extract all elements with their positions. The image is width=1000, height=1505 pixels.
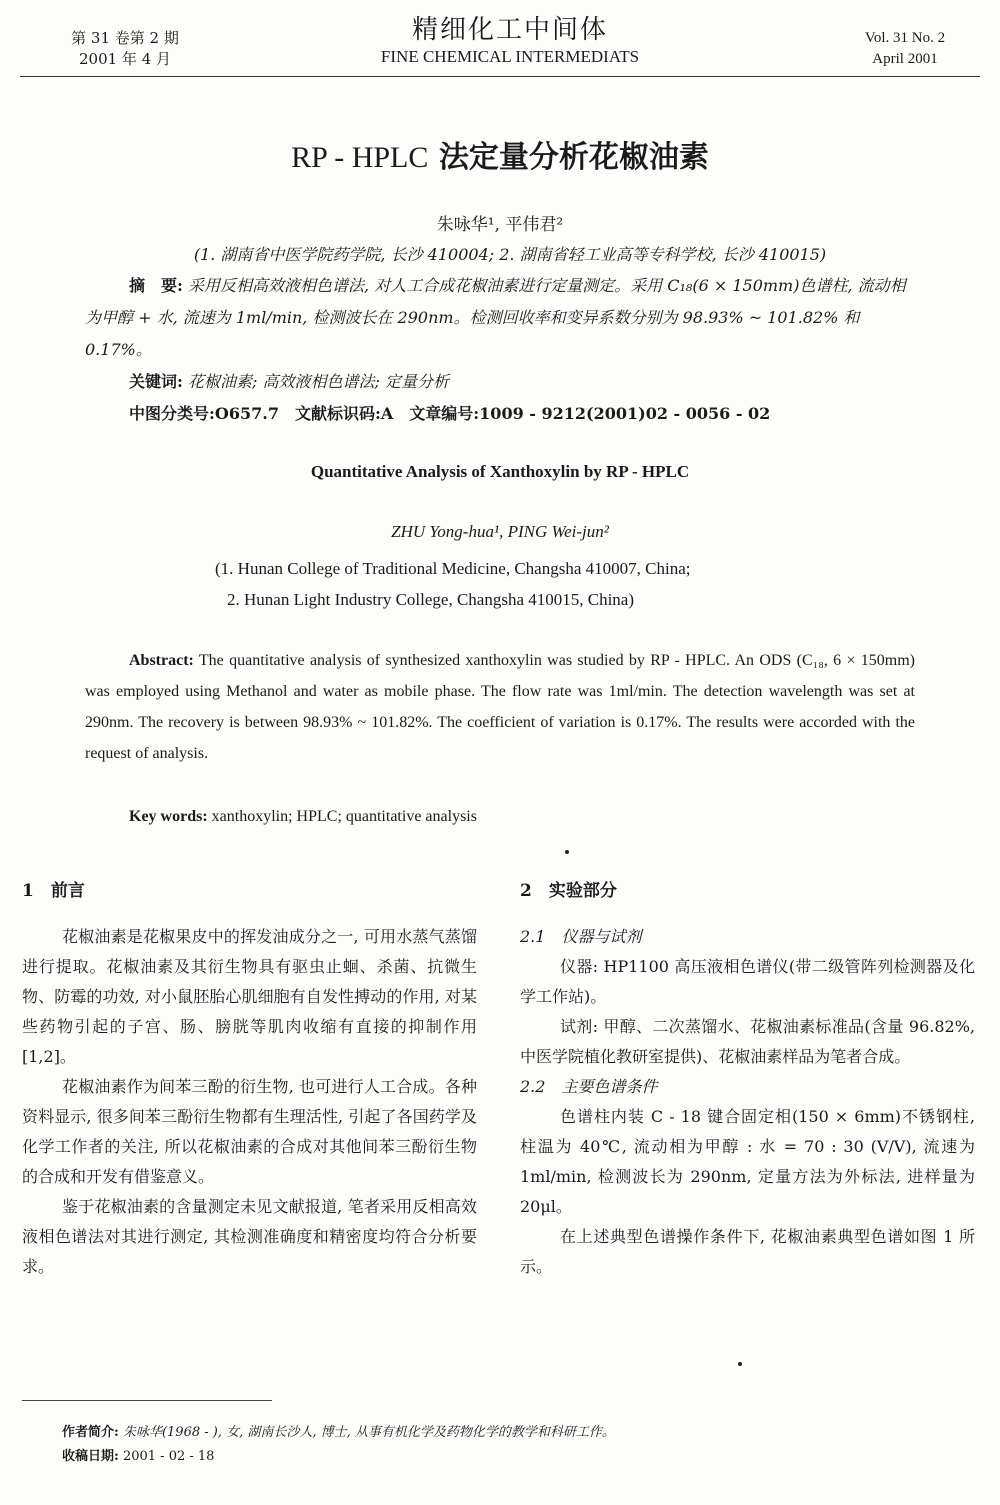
journal-name-cn: 精细化工中间体 (411, 15, 608, 45)
classification-line (129, 398, 919, 430)
header-volume-cn (40, 28, 210, 70)
header-volume-en (850, 28, 960, 70)
section-1-para-1: 花椒油素是花椒果皮中的挥发油成分之一, 可用水蒸气蒸馏进行提取。花椒油素及其衍生物具有驱虫止蛔、杀菌、抗微生物、防霉的功效, 对小鼠胚胎心肌细胞有自发性搏动的作用, 对某些药物引起的子宫、肠、膀胱等肌肉收缩有直接的抑制作用[1,2]。 (22, 927, 477, 1066)
right-column (520, 876, 975, 1282)
keywords-cn (129, 366, 919, 398)
date-en: April 2001 (872, 51, 938, 67)
authors-en: ZHU Yong-hua¹, PING Wei-jun² (391, 522, 609, 541)
abstract-cn-label: 摘 要: (129, 276, 183, 295)
section-2-1-para-1: 仪器: HP1100 高压液相色谱仪(带二级管阵列检测器及化学工作站)。 (520, 957, 975, 1006)
section-2-1-para-2: 试剂: 甲醇、二次蒸馏水、花椒油素标准品(含量 96.82%, 中医学院植化教研室提供)、花椒油素样品为笔者合成。 (520, 1017, 975, 1066)
subsection-2-2-title: 2.2 主要色谱条件 (520, 1077, 658, 1096)
footnote-author-text: 朱咏华(1968 - ), 女, 湖南长沙人, 博士, 从事有机化学及药物化学的教学和科研工作。 (122, 1425, 615, 1440)
footnote-received-label: 收稿日期: (62, 1449, 119, 1464)
keywords-cn-label: 关键词: (129, 372, 183, 391)
header-rule (20, 76, 980, 77)
abstract-cn (85, 270, 915, 366)
volume-cn: 第 31 卷第 2 期 (71, 29, 179, 47)
keywords-en (129, 801, 919, 832)
journal-name (300, 14, 720, 68)
abstract-en (85, 645, 915, 769)
footnote-received-text: 2001 - 02 - 18 (122, 1449, 215, 1464)
affiliations-cn: (1. 湖南省中医学院药学院, 长沙 410004; 2. 湖南省轻工业高等专科学校, 长沙 410015) (193, 245, 827, 264)
keywords-en-text: xanthoxylin; HPLC; quantitative analysis (211, 808, 477, 825)
footnote-author (62, 1422, 962, 1444)
affiliation-en-2: 2. Hunan Light Industry College, Changsha 410015, China) (227, 590, 635, 609)
scan-speck-2 (738, 1362, 742, 1366)
date-cn: 2001 年 4 月 (78, 50, 172, 68)
volume-en: Vol. 31 No. 2 (864, 30, 946, 46)
section-2-2-para-1: 色谱柱内装 C - 18 键合固定相(150 × 6mm)不锈钢柱, 柱温为 40℃, 流动相为甲醇 : 水 = 70 : 30 (V/V), 流速为 1ml/min, 检测波长为 290nm, 定量方法为外标法, 进样量为 20μl。 (520, 1107, 975, 1216)
section-1-title: 1 前言 (22, 881, 85, 901)
abstract-en-label: Abstract: (129, 652, 194, 669)
journal-name-en: FINE CHEMICAL INTERMEDIATS (380, 47, 640, 66)
section-1-para-3: 鉴于花椒油素的含量测定未见文献报道, 笔者采用反相高效液相色谱法对其进行测定, 其检测准确度和精密度均符合分析要求。 (22, 1197, 477, 1276)
paper-title-cn (60, 132, 940, 176)
keywords-en-label: Key words: (129, 808, 208, 825)
abstract-en-text: The quantitative analysis of synthesized xanthoxylin was studied by RP - HPLC. An ODS (C₁₈, 6 × 150mm) was employed using Methanol and water as mobile phase. The flow rate was 1ml/min. The detection wavelength was set at 290nm. The recovery is between 98.93% ~ 101.82%. The coefficient of variation is 0.17%. The results were accorded with the request of analysis. (85, 652, 915, 762)
paper-title-en: Quantitative Analysis of Xanthoxylin by RP - HPLC (310, 462, 690, 481)
scan-speck (565, 850, 569, 854)
title-cn-part: 法定量分析花椒油素 (428, 140, 709, 175)
title-latin-part: RP - HPLC (291, 141, 429, 174)
classification-text: 中图分类号:O657.7 文献标识码:A 文章编号:1009 - 9212(2001)02 - 0056 - 02 (129, 404, 771, 423)
authors-cn: 朱咏华¹, 平伟君² (436, 215, 564, 235)
affiliation-en-1: (1. Hunan College of Traditional Medicine, Changsha 410007, China; (215, 559, 691, 578)
abstract-cn-text: 采用反相高效液相色谱法, 对人工合成花椒油素进行定量测定。采用 C₁₈(6 × 150mm)色谱柱, 流动相为甲醇 + 水, 流速为 1ml/min, 检测波长在 290nm。检测回收率和变异系数分别为 98.93% ~ 101.82% 和 0.17%。 (85, 276, 906, 359)
keywords-cn-text: 花椒油素; 高效液相色谱法; 定量分析 (188, 372, 449, 391)
footnote-received (62, 1446, 962, 1468)
section-2-title: 2 实验部分 (520, 881, 617, 901)
section-1-para-2: 花椒油素作为间苯三酚的衍生物, 也可进行人工合成。各种资料显示, 很多间苯三酚衍生物都有生理活性, 引起了各国药学及化学工作者的关注, 所以花椒油素的合成对其他间苯三酚衍生物的合成和开发有借鉴意义。 (22, 1077, 477, 1186)
subsection-2-1-title: 2.1 仪器与试剂 (520, 927, 642, 946)
footnote-author-label: 作者简介: (62, 1425, 119, 1440)
affiliations-en (215, 553, 915, 615)
section-2-2-para-2: 在上述典型色谱操作条件下, 花椒油素典型色谱如图 1 所示。 (520, 1227, 975, 1276)
left-column (22, 876, 477, 1282)
footnote-rule (22, 1400, 272, 1401)
